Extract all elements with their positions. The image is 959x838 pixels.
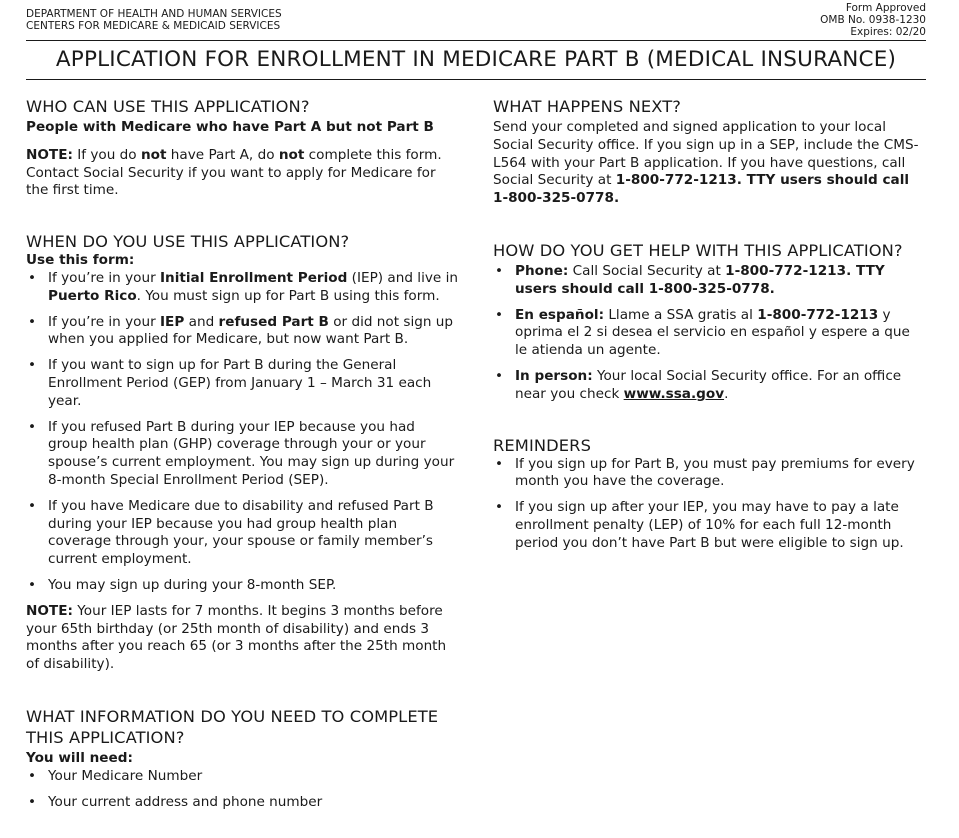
- item-emphasis: IEP: [160, 313, 185, 330]
- help-item-espanol: [493, 307, 926, 360]
- item-emphasis: refused Part B: [218, 313, 329, 330]
- title-rule-top: [26, 40, 926, 41]
- left-column: [26, 96, 458, 811]
- agency-line-1: DEPARTMENT OF HEALTH AND HUMAN SERVICES: [26, 8, 282, 20]
- item-text: Your current address and phone number: [48, 793, 323, 810]
- when-item-refused-part-b: [26, 314, 458, 350]
- next-text-body: Send your completed and signed application to your local Social Security office. If you sign up in a SEP, include the CMS-L564 with your Part B application. If you have questions, call Social Security at: [493, 119, 919, 189]
- who-note: [26, 147, 458, 200]
- item-text: If you refused Part B during your IEP because you had group health plan (GHP) coverage through your or your spouse’s current employment. You may sign up during your 8-month Special Enrollment Period (SEP).: [48, 418, 455, 488]
- form-title: APPLICATION FOR ENROLLMENT IN MEDICARE PART B (MEDICAL INSURANCE): [55, 47, 897, 72]
- item-text: If you’re in your: [48, 313, 160, 330]
- ssa-phone: 1-800-772-1213: [615, 172, 737, 189]
- when-item-ghp: [26, 419, 458, 490]
- item-emphasis: . TTY users should call 1-800-325-0778.: [515, 262, 885, 297]
- when-heading: WHEN DO YOU USE THIS APPLICATION?: [26, 232, 350, 252]
- agency-block: [26, 8, 282, 32]
- item-text: or did not sign up when you applied for Medicare, but now want Part B.: [48, 313, 454, 348]
- who-subheading: People with Medicare who have Part A but not Part B: [26, 119, 434, 135]
- item-label: In person:: [515, 367, 593, 384]
- help-item-phone: [493, 263, 926, 299]
- when-note: [26, 603, 458, 674]
- item-text: If you’re in your: [48, 269, 160, 286]
- form-page: [26, 0, 926, 838]
- item-label: Phone:: [515, 262, 569, 279]
- item-emphasis: 1-800-772-1213: [757, 306, 879, 323]
- item-emphasis: Initial Enrollment Period: [160, 269, 348, 286]
- info-list: [26, 768, 458, 812]
- item-text: If you have Medicare due to disability and refused Part B during your IEP because you had group health plan coverage through your, your spouse or family member’s current employment.: [48, 497, 434, 568]
- item-text: Call Social Security at: [568, 262, 726, 279]
- who-note-label: NOTE:: [26, 146, 73, 163]
- omb-number: OMB No. 0938-1230: [820, 14, 926, 26]
- item-emphasis: Puerto Rico: [48, 287, 137, 304]
- item-text: If you sign up for Part B, you must pay premiums for every month you have the coverage.: [515, 455, 915, 490]
- reminders-heading: REMINDERS: [493, 435, 591, 455]
- info-need-label: You will need:: [26, 749, 133, 766]
- expiration-date: Expires: 02/20: [850, 26, 926, 38]
- when-note-label: NOTE:: [26, 602, 73, 619]
- reminders-list: [493, 456, 926, 553]
- agency-line-2: CENTERS FOR MEDICARE & MEDICAID SERVICES: [26, 20, 281, 32]
- when-item-sep: [26, 577, 458, 595]
- ssa-website-link[interactable]: www.ssa.gov: [623, 385, 725, 402]
- item-text: Your Medicare Number: [48, 767, 203, 784]
- title-rule-bottom: [26, 79, 926, 80]
- next-text: [493, 119, 926, 208]
- who-heading: WHO CAN USE THIS APPLICATION?: [26, 97, 310, 116]
- help-section: [493, 240, 926, 404]
- item-text: You may sign up during your 8-month SEP.: [48, 576, 337, 593]
- omb-block: [820, 2, 926, 38]
- item-text: If you want to sign up for Part B during the General Enrollment Period (GEP) from January 1 – March 31 each year.: [48, 357, 432, 409]
- item-text: .: [724, 385, 729, 402]
- next-heading: WHAT HAPPENS NEXT?: [493, 97, 682, 116]
- who-note-emphasis: not: [278, 146, 305, 163]
- when-section: [26, 231, 458, 674]
- item-text: y oprima el 2 si desea el servicio en español y espere a que le atienda un agente.: [515, 306, 910, 359]
- info-section: [26, 706, 458, 811]
- who-section: [26, 96, 458, 200]
- when-item-disability: [26, 498, 458, 569]
- when-list: [26, 270, 458, 595]
- who-note-text: have Part A, do: [166, 146, 279, 163]
- reminder-item-penalty: [493, 499, 926, 552]
- item-label: En español:: [515, 306, 605, 323]
- item-text: (IEP) and live in: [347, 269, 458, 286]
- reminders-section: [493, 435, 926, 553]
- tty-phone: . TTY users should call 1-800-325-0778.: [493, 172, 910, 207]
- who-note-text: complete this form. Contact Social Security if you want to apply for Medicare for the first time.: [26, 146, 442, 199]
- right-column: [493, 96, 926, 553]
- next-section: [493, 96, 926, 208]
- item-text: Llame a SSA gratis al: [604, 306, 758, 323]
- when-use-label: Use this form:: [26, 252, 135, 269]
- help-item-in-person: [493, 368, 926, 404]
- form-approved: Form Approved: [845, 2, 926, 14]
- item-text: and: [184, 313, 219, 330]
- reminder-item-premiums: [493, 456, 926, 492]
- item-emphasis: 1-800-772-1213: [725, 262, 847, 279]
- when-item-iep-puerto-rico: [26, 270, 458, 306]
- item-text: If you sign up after your IEP, you may have to pay a late enrollment penalty (LEP) of 10% for each full 12-month period you don’t have Part B but were eligible to sign up.: [515, 499, 904, 551]
- help-list: [493, 263, 926, 404]
- info-heading: WHAT INFORMATION DO YOU NEED TO COMPLETE THIS APPLICATION?: [26, 706, 439, 747]
- who-note-text: If you do: [72, 146, 141, 163]
- who-note-emphasis: not: [140, 146, 167, 163]
- when-item-gep: [26, 357, 458, 410]
- when-note-text: Your IEP lasts for 7 months. It begins 3 months before your 65th birthday (or 25th month of disability) and ends 3 months after you reach 65 (or 3 months after the 25th month of disability).: [26, 602, 447, 673]
- info-item-medicare-number: [26, 768, 458, 786]
- item-text: Your local Social Security office. For an office near you check: [515, 367, 902, 402]
- item-text: . You must sign up for Part B using this form.: [136, 287, 440, 304]
- info-item-address: [26, 794, 458, 812]
- help-heading: HOW DO YOU GET HELP WITH THIS APPLICATION?: [493, 240, 903, 260]
